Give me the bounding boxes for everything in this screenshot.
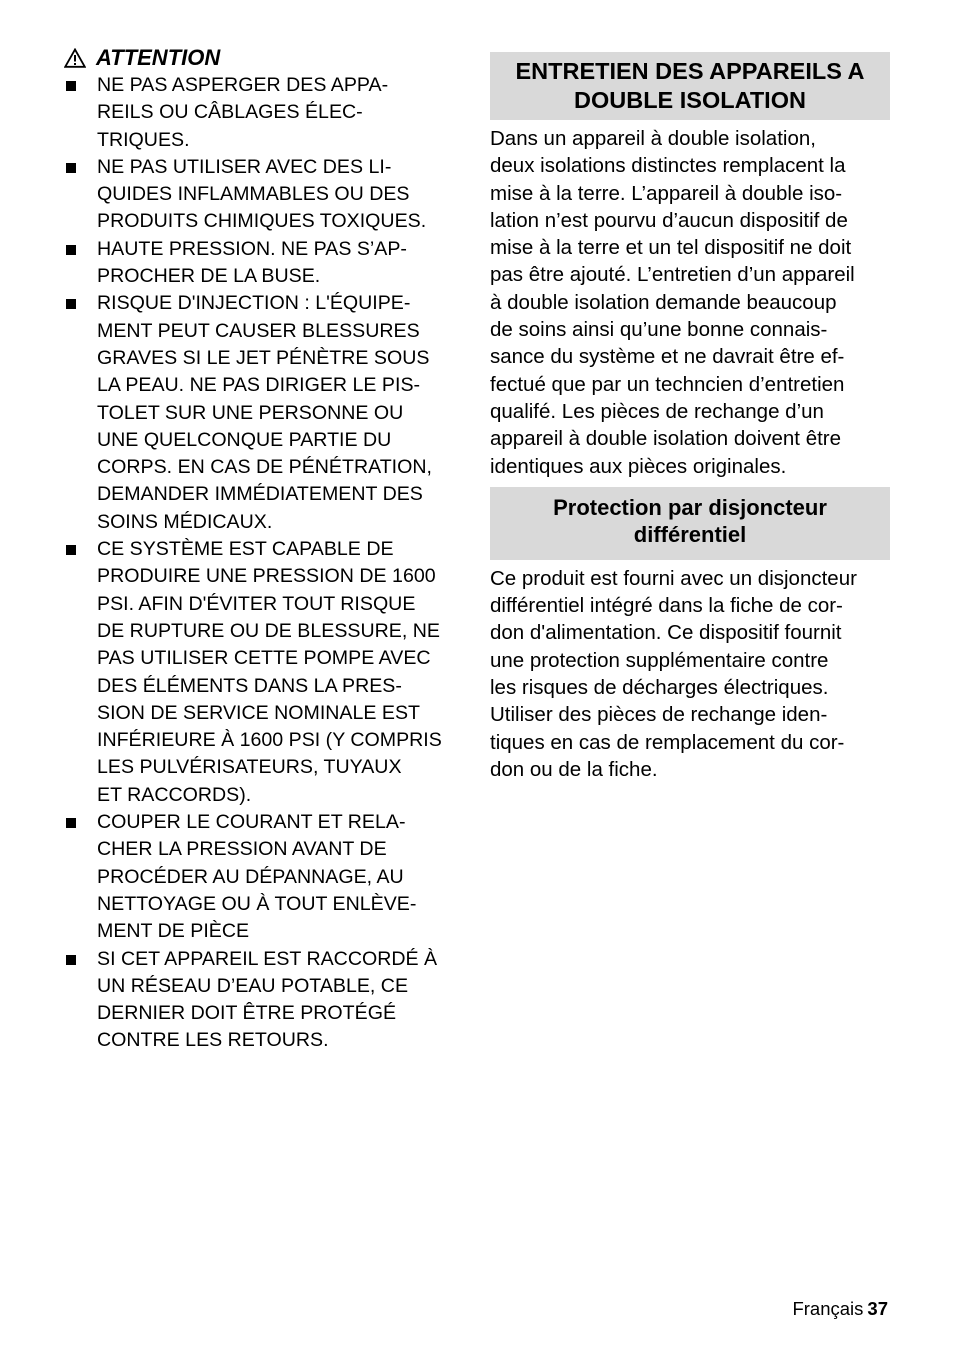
paragraph-line: sance du système et ne davrait être ef- <box>490 345 845 369</box>
warning-line: DEMANDER IMMÉDIATEMENT DES <box>97 483 423 506</box>
warning-line: MENT DE PIÈCE <box>97 920 250 943</box>
paragraph-line: mise à la terre. L’appareil à double iso- <box>490 181 843 205</box>
footer-language: Français <box>792 1298 864 1319</box>
paragraph-line: à double isolation demande beaucoup <box>490 290 837 314</box>
warning-item <box>64 290 464 536</box>
warning-item <box>64 946 464 1055</box>
warning-item <box>64 536 464 809</box>
gfci-text <box>490 560 890 783</box>
warning-line: CE SYSTÈME EST CAPABLE DE <box>97 538 394 561</box>
warning-line: COUPER LE COURANT ET RELA- <box>97 811 406 834</box>
warning-line: SION DE SERVICE NOMINALE EST <box>97 701 421 724</box>
warning-item <box>64 72 464 154</box>
heading-line: DOUBLE ISOLATION <box>574 86 806 113</box>
heading-line: ENTRETIEN DES APPAREILS A <box>515 58 865 84</box>
attention-section <box>64 44 464 1055</box>
heading-line: Protection par disjoncteur <box>553 494 827 520</box>
warning-line: CONTRE LES RETOURS. <box>97 1029 329 1052</box>
paragraph-line: une protection supplémentaire contre <box>490 648 829 672</box>
paragraph-line: différentiel intégré dans la fiche de cor- <box>490 594 843 618</box>
paragraph-line: qualifé. Les pièces de rechange d’un <box>490 399 824 423</box>
square-bullet-icon <box>66 545 76 555</box>
paragraph-line: les risques de décharges électriques. <box>490 676 829 700</box>
warning-triangle-icon <box>64 48 86 68</box>
warning-line: QUIDES INFLAMMABLES OU DES <box>97 183 410 206</box>
warning-line: PROCÉDER AU DÉPANNAGE, AU <box>97 865 404 888</box>
warning-line: DERNIER DOIT ÊTRE PROTÉGÉ <box>97 1002 397 1025</box>
paragraph-line: tiques en cas de remplacement du cor- <box>490 730 845 754</box>
heading-line: différentiel <box>633 521 747 547</box>
warning-line: SOINS MÉDICAUX. <box>97 510 273 533</box>
warning-line: LA PEAU. NE PAS DIRIGER LE PIS- <box>97 374 421 397</box>
square-bullet-icon <box>66 163 76 173</box>
paragraph-line: Ce produit est fourni avec un disjoncteur <box>490 566 857 590</box>
square-bullet-icon <box>66 299 76 309</box>
warning-line: CORPS. EN CAS DE PÉNÉTRATION, <box>97 456 432 479</box>
page-number: 37 <box>867 1298 888 1319</box>
paragraph-line: Dans un appareil à double isolation, <box>490 127 816 150</box>
paragraph-line: fectué que par un techncien d’entretien <box>490 372 845 396</box>
warning-line: PROCHER DE LA BUSE. <box>97 265 321 288</box>
paragraph-line: appareil à double isolation doivent être <box>490 427 842 451</box>
warning-line: HAUTE PRESSION. NE PAS S’AP- <box>97 237 407 260</box>
paragraph-line: don ou de la fiche. <box>490 757 658 781</box>
warning-line: RISQUE D'INJECTION : L'ÉQUIPE- <box>97 292 411 315</box>
warning-line: UNE QUELCONQUE PARTIE DU <box>97 428 392 451</box>
warning-line: TRIQUES. <box>97 128 190 151</box>
paragraph-line: Utiliser des pièces de rechange iden- <box>490 703 828 727</box>
warning-line: MENT PEUT CAUSER BLESSURES <box>97 319 420 342</box>
square-bullet-icon <box>66 818 76 828</box>
attention-heading <box>64 44 464 72</box>
gfci-heading <box>490 487 890 560</box>
paragraph-line: lation n’est pourvu d’aucun dispositif de <box>490 208 848 232</box>
warning-line: DE RUPTURE OU DE BLESSURE, NE <box>97 619 440 642</box>
warning-line: LES PULVÉRISATEURS, TUYAUX <box>97 756 402 779</box>
paragraph-line: identiques aux pièces originales. <box>490 454 787 478</box>
warning-line: INFÉRIEURE À 1600 PSI (Y COMPRIS <box>97 729 442 752</box>
warning-line: REILS OU CÂBLAGES ÉLEC- <box>97 101 363 124</box>
warning-list <box>64 72 464 1055</box>
paragraph-line: deux isolations distinctes remplacent la <box>490 154 846 178</box>
square-bullet-icon <box>66 955 76 965</box>
double-insulation-heading <box>490 52 890 120</box>
square-bullet-icon <box>66 245 76 255</box>
paragraph-line: de soins ainsi qu’une bonne connais- <box>490 318 828 342</box>
warning-line: TOLET SUR UNE PERSONNE OU <box>97 401 404 424</box>
warning-line: DES ÉLÉMENTS DANS LA PRES- <box>97 674 402 697</box>
warning-item <box>64 809 464 945</box>
paragraph-line: don d'alimentation. Ce dispositif fournit <box>490 621 842 645</box>
right-column <box>490 52 890 783</box>
attention-title: ATTENTION <box>96 45 221 70</box>
double-insulation-text <box>490 120 890 480</box>
warning-line: CHER LA PRESSION AVANT DE <box>97 838 387 861</box>
warning-line: PRODUITS CHIMIQUES TOXIQUES. <box>97 210 427 233</box>
paragraph-line: pas être ajouté. L’entretien d’un appareil <box>490 263 855 287</box>
warning-line: NE PAS UTILISER AVEC DES LI- <box>97 155 392 178</box>
warning-item <box>64 236 464 291</box>
warning-line: GRAVES SI LE JET PÉNÈTRE SOUS <box>97 346 430 369</box>
warning-line: PAS UTILISER CETTE POMPE AVEC <box>97 647 431 670</box>
warning-line: UN RÉSEAU D’EAU POTABLE, CE <box>97 974 409 997</box>
paragraph-line: mise à la terre et un tel dispositif ne doit <box>490 236 852 260</box>
warning-line: PRODUIRE UNE PRESSION DE 1600 <box>97 565 436 588</box>
warning-item <box>64 154 464 236</box>
warning-line: NETTOYAGE OU À TOUT ENLÈVE- <box>97 892 417 915</box>
square-bullet-icon <box>66 81 76 91</box>
warning-line: ET RACCORDS). <box>97 783 252 806</box>
warning-line: PSI. AFIN D'ÉVITER TOUT RISQUE <box>97 592 416 615</box>
warning-line: SI CET APPAREIL EST RACCORDÉ À <box>97 947 438 970</box>
page-footer <box>792 1297 888 1321</box>
warning-line: NE PAS ASPERGER DES APPA- <box>97 74 389 96</box>
